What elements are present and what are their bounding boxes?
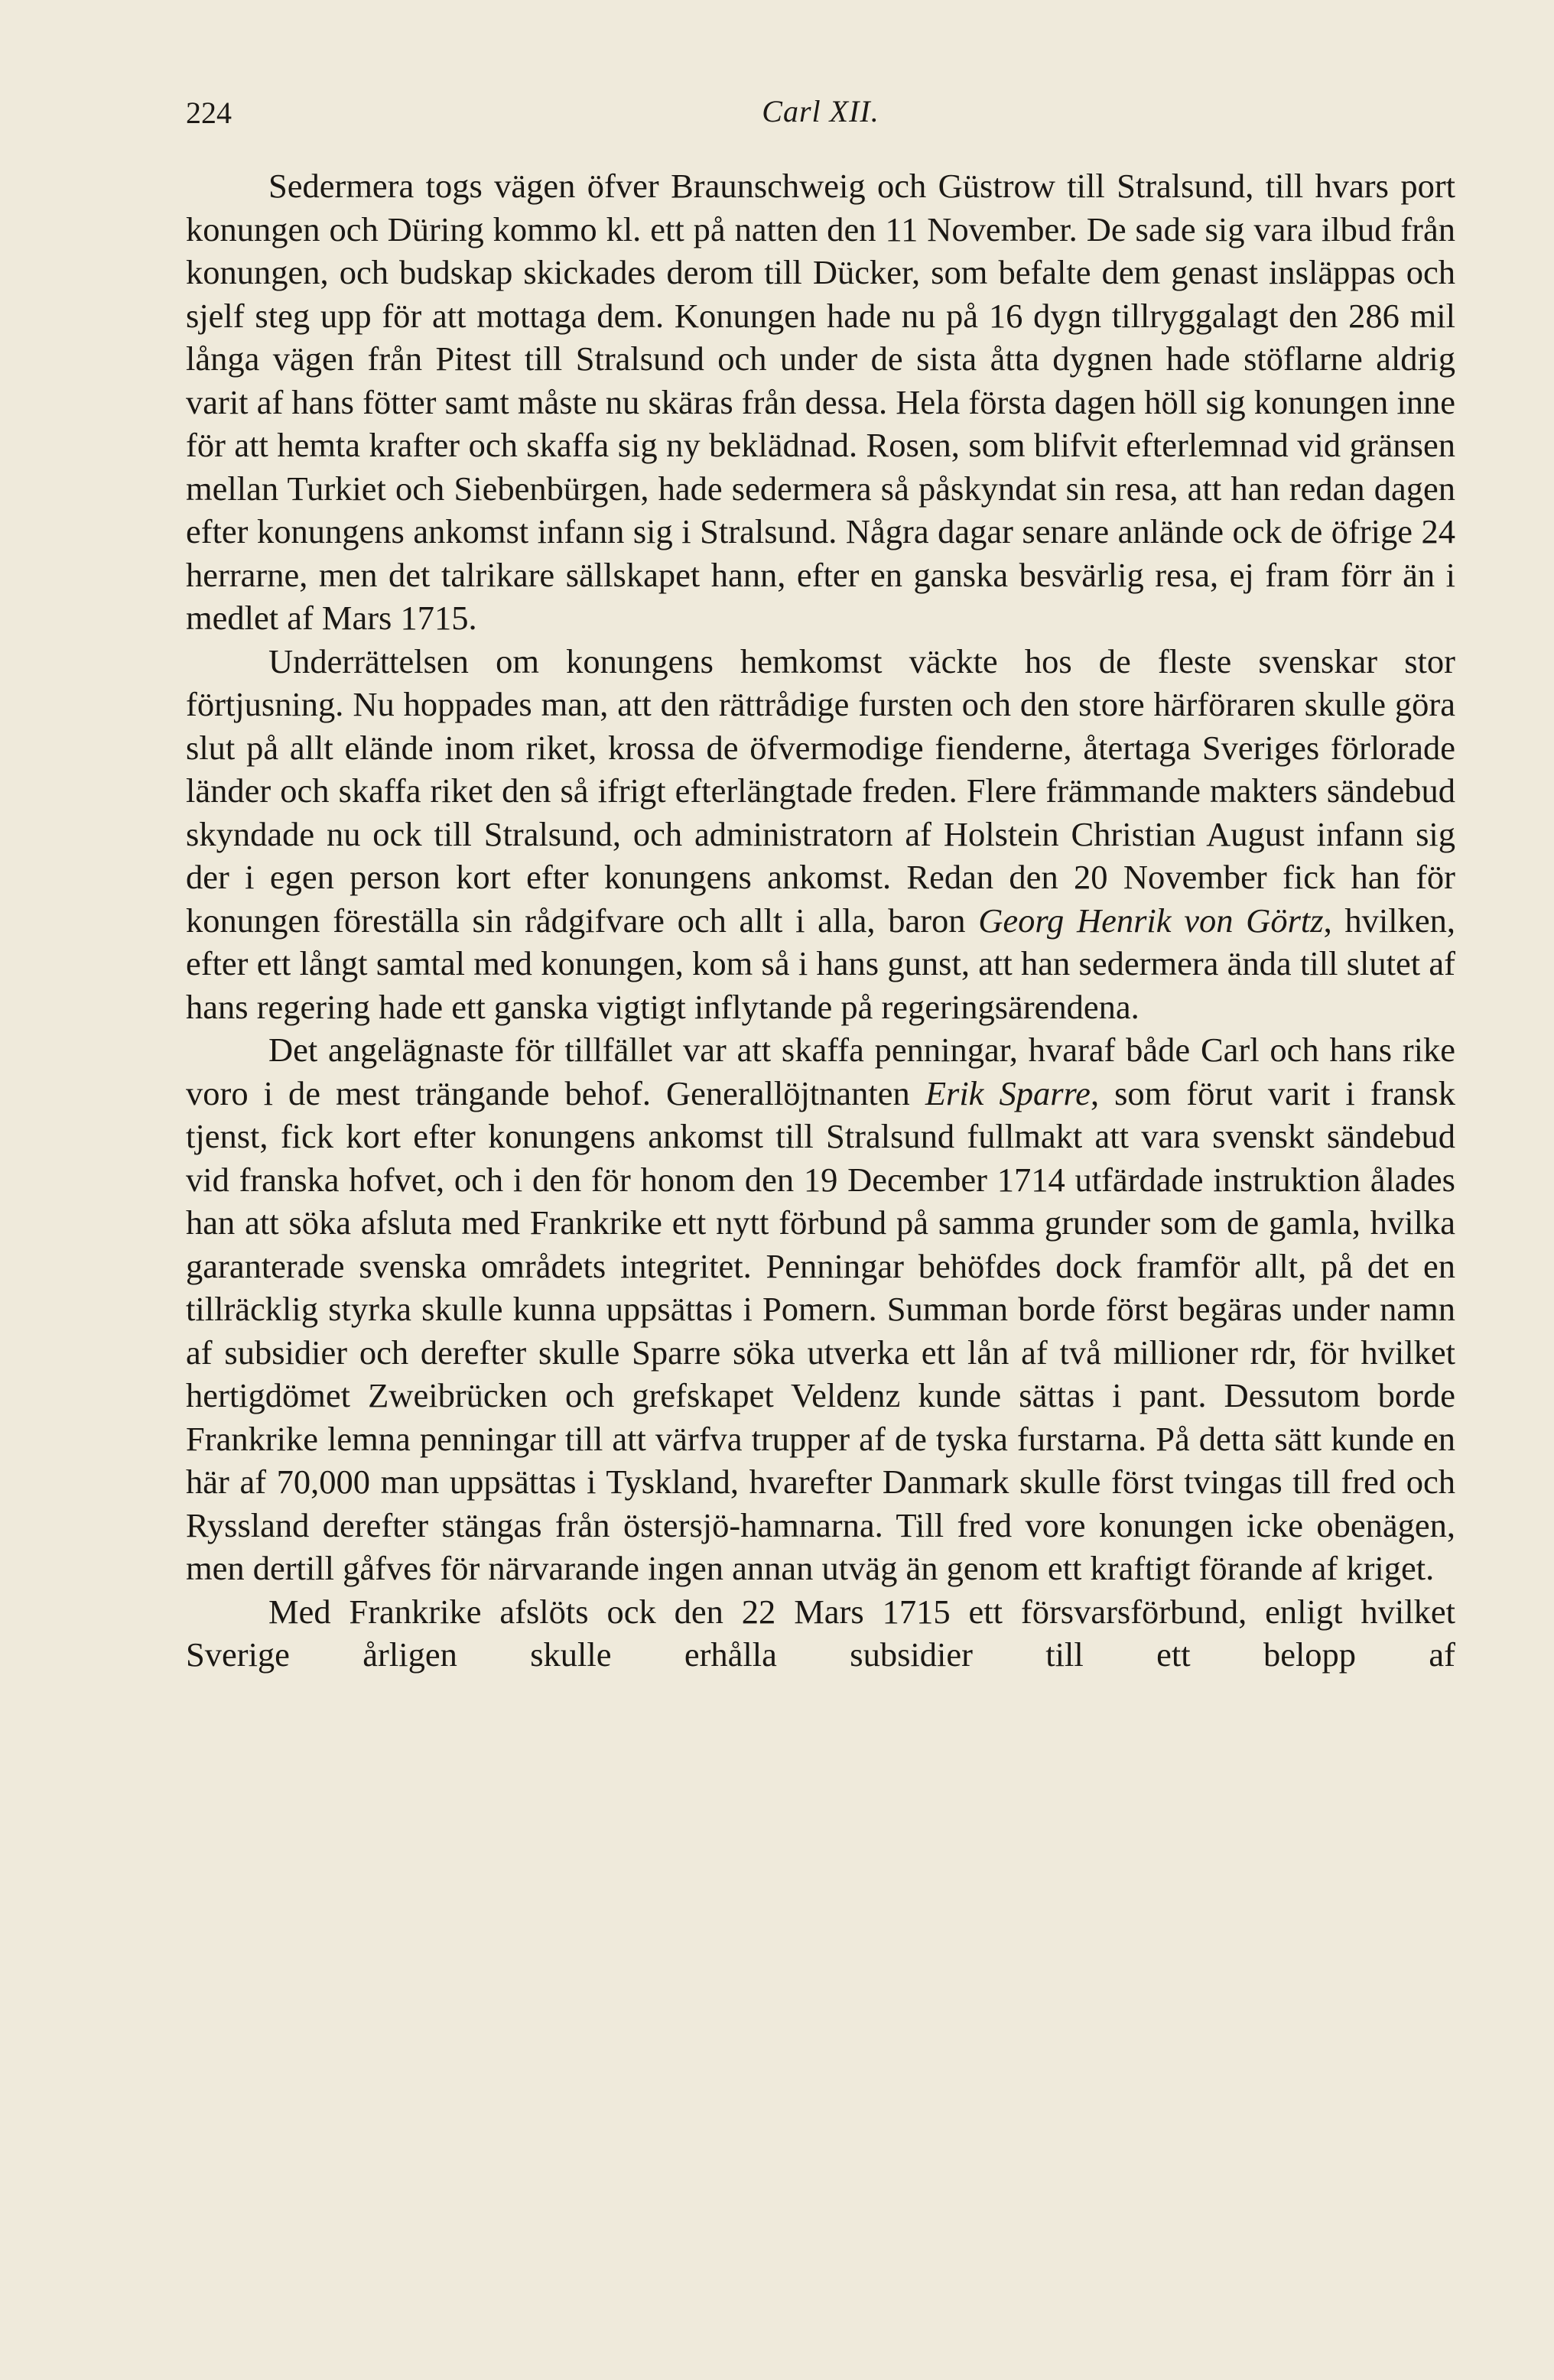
text-run: , hvilken, efter ett långt samtal med konungen, kom så i hans gunst, att han sedermera ända till slutet af hans regering hade ett ganska vigtigt inflytande på regeringsärendena. — [186, 901, 1456, 1026]
paragraph — [186, 1590, 1455, 1677]
running-title: Carl XII. — [762, 94, 879, 128]
paragraph — [186, 164, 1455, 640]
text-run: Det angelägnaste för tillfället var att skaffa penningar, hvaraf både Carl och hans rike voro i de mest trängande behof. Generallöjtnanten — [186, 1031, 1455, 1112]
body-text — [186, 164, 1455, 1677]
paragraph — [186, 640, 1455, 1029]
person-name-gortz: Georg Henrik von Görtz — [978, 901, 1324, 940]
text-run: , som förut varit i fransk tjenst, fick kort efter konungens ankomst till Stralsund fullmakt att vara svenskt sändebud vid franska hofvet, och i den för honom den 19 December 1714 utfärdade instruktion ålades han att söka afsluta med Frankrike ett nytt förbund på samma grunder som de gamla, hvilka garanterade svenska områdets integritet. Penningar behöfdes dock framför allt, på det en tillräcklig styrka skulle kunna uppsättas i Pomern. Summan borde först begäras under namn af subsidier och derefter skulle Sparre söka utverka ett lån af två millioner rdr, för hvilket hertigdömet Zweibrücken och grefskapet Veldenz kunde sättas i pant. Dessutom borde Frankrike lemna penningar till att värfva trupper af de tyska furstarna. På detta sätt kunde en här af 70,000 man uppsättas i Tyskland, hvarefter Danmark skulle först tvingas till fred och Ryssland derefter stängas från östersjö-hamnarna. Till fred vore konungen icke obenägen, men dertill gåfves för närvarande ingen annan utväg än genom ett kraftigt förande af kriget. — [186, 1073, 1455, 1587]
text-run: Sedermera togs vägen öfver Braunschweig och Güstrow till Stralsund, till hvars port konungen och Düring kommo kl. ett på natten den 11 November. De sade sig vara ilbud från konungen, och budskap skickades derom till Dücker, som befalte dem genast insläppas och sjelf steg upp för att mottaga dem. Konungen hade nu på 16 dygn tillryggalagt den 286 mil långa vägen från Pitest till Stralsund och under de sista åtta dygnen hade stöflarne aldrig varit af hans fötter samt måste nu skäras från dessa. Hela första dagen höll sig konungen inne för att hemta krafter och skaffa sig ny beklädnad. Rosen, som blifvit efterlemnad vid gränsen mellan Turkiet och Siebenbürgen, hade sedermera så påskyndat sin resa, att han redan dagen efter konungens ankomst infann sig i Stralsund. Några dagar senare anlände ock de öfrige 24 herrarne, men det talrikare sällskapet hann, efter en ganska besvärlig resa, ej fram förr än i medlet af Mars 1715. — [186, 167, 1455, 637]
paragraph — [186, 1028, 1455, 1590]
person-name-sparre: Erik Sparre — [925, 1073, 1091, 1112]
page-number: 224 — [186, 96, 232, 130]
text-run: Med Frankrike afslöts ock den 22 Mars 1715 ett försvarsförbund, enligt hvilket Sverige årligen skulle erhålla subsidier till ett belopp af — [186, 1592, 1455, 1674]
page-header — [186, 93, 1455, 139]
text-run: Underrättelsen om konungens hemkomst väckte hos de fleste svenskar stor förtjusning. Nu hoppades man, att den rättrådige fursten och den store härföraren skulle göra slut på allt elände inom riket, krossa de öfvermodige fienderne, återtaga Sveriges förlorade länder och skaffa riket den så ifrigt efterlängtade freden. Flere främmande makters sändebud skyndade nu ock till Stralsund, och administratorn af Holstein Christian August infann sig der i egen person kort efter konungens ankomst. Redan den 20 November fick han för konungen föreställa sin rådgifvare och allt i alla, baron — [186, 641, 1455, 940]
